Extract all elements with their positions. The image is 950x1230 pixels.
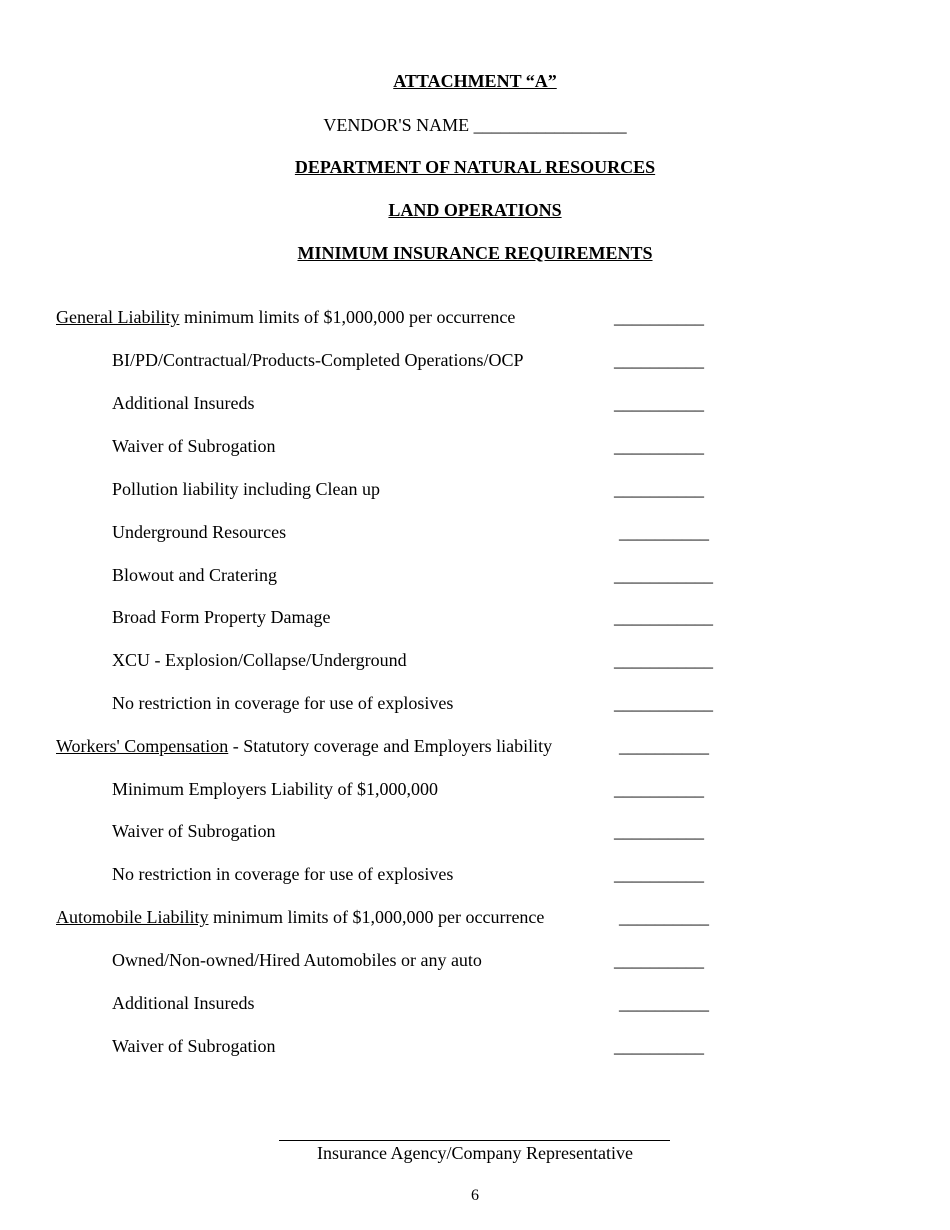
- row-blank[interactable]: __________: [614, 307, 704, 327]
- document-title: MINIMUM INSURANCE REQUIREMENTS: [297, 243, 653, 263]
- department-heading: DEPARTMENT OF NATURAL RESOURCES: [294, 157, 656, 177]
- row-blank[interactable]: ___________: [614, 565, 713, 585]
- list-item: Underground Resources: [112, 522, 287, 542]
- workers-compensation-row: [56, 735, 552, 757]
- row-blank[interactable]: __________: [614, 479, 704, 499]
- list-item: Pollution liability including Clean up: [112, 479, 380, 499]
- row-text: minimum limits of $1,000,000 per occurrence: [179, 307, 516, 327]
- row-blank[interactable]: __________: [614, 950, 704, 970]
- row-blank[interactable]: __________: [614, 821, 704, 841]
- row-text: minimum limits of $1,000,000 per occurrence: [208, 907, 545, 927]
- row-blank[interactable]: __________: [619, 993, 709, 1013]
- row-blank[interactable]: __________: [614, 393, 704, 413]
- automobile-liability-row: [56, 906, 544, 928]
- row-blank[interactable]: __________: [614, 350, 704, 370]
- attachment-heading: ATTACHMENT “A”: [393, 71, 557, 91]
- vendor-name-line: [0, 114, 950, 136]
- row-blank[interactable]: __________: [619, 907, 709, 927]
- general-liability-row: [56, 306, 515, 328]
- vendor-name-blank-extension[interactable]: ____________: [518, 115, 627, 135]
- division-heading: LAND OPERATIONS: [388, 200, 562, 220]
- list-item: Waiver of Subrogation: [112, 821, 276, 841]
- list-item: No restriction in coverage for use of explosives: [112, 693, 454, 713]
- row-blank[interactable]: __________: [614, 779, 704, 799]
- list-item: Additional Insureds: [112, 393, 255, 413]
- list-item: Waiver of Subrogation: [112, 436, 276, 456]
- row-blank[interactable]: __________: [619, 736, 709, 756]
- row-lead: Workers' Compensation: [56, 736, 229, 756]
- list-item: Broad Form Property Damage: [112, 607, 331, 627]
- list-item: Blowout and Cratering: [112, 565, 277, 585]
- list-item: Minimum Employers Liability of $1,000,000: [112, 779, 438, 799]
- list-item: Waiver of Subrogation: [112, 1036, 276, 1056]
- row-blank[interactable]: __________: [614, 1036, 704, 1056]
- row-text: - Statutory coverage and Employers liability: [228, 736, 553, 756]
- signature-line[interactable]: [279, 1140, 670, 1141]
- signature-label: Insurance Agency/Company Representative: [317, 1143, 633, 1163]
- row-blank[interactable]: ___________: [614, 693, 713, 713]
- row-blank[interactable]: ___________: [614, 607, 713, 627]
- list-item: XCU - Explosion/Collapse/Underground: [112, 650, 407, 670]
- list-item: BI/PD/Contractual/Products-Completed Operations/OCP: [112, 350, 524, 370]
- row-blank[interactable]: __________: [619, 522, 709, 542]
- row-blank[interactable]: __________: [614, 864, 704, 884]
- vendor-name-blank[interactable]: _____: [473, 115, 519, 135]
- list-item: Owned/Non-owned/Hired Automobiles or any auto: [112, 950, 482, 970]
- row-blank[interactable]: __________: [614, 436, 704, 456]
- page-number: 6: [471, 1187, 479, 1204]
- row-blank[interactable]: ___________: [614, 650, 713, 670]
- vendor-name-label: VENDOR'S NAME: [323, 115, 470, 135]
- list-item: Additional Insureds: [112, 993, 255, 1013]
- row-lead: General Liability: [56, 307, 180, 327]
- list-item: No restriction in coverage for use of explosives: [112, 864, 454, 884]
- row-lead: Automobile Liability: [56, 907, 209, 927]
